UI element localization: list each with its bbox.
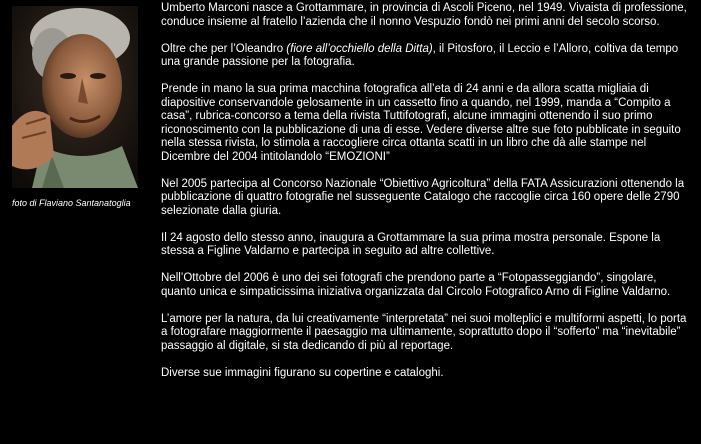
portrait-illustration (12, 6, 138, 188)
portrait-photo (12, 6, 138, 188)
bio-paragraph-3: Prende in mano la sua prima macchina fotografica all’eta di 24 anni e da allora scatta migliaia di diapositive conservandole gelosamente in un cassetto fino a quando, nel 1999, manda a “Compito a casa”, rubrica-concorso a tema della rivista Tuttifotografi, alcune immagini ottenendo il suo primo riconoscimento con la pubblicazione di una di esse. Vedere diverse altre sue foto pubblicate in seguito nella stessa rivista, lo stimola a raccogliere circa ottanta scatti in un libro che dà alle stampe nel Dicembre del 2004 intitolandolo “EMOZIONI” (161, 83, 681, 163)
bio-paragraph-4: Nel 2005 partecipa al Concorso Nazionale “Obiettivo Agricoltura” della FATA Assicurazioni ottenendo la pubblicazione di quattro fotografie nel susseguente Catalogo che raccoglie circa 160 opere delle 2790 selezionate dalla giuria. (161, 177, 685, 217)
bio-paragraph-8: Diverse sue immagini figurano su copertine e cataloghi. (161, 366, 444, 379)
bio-paragraph-2 (161, 43, 691, 70)
bio-paragraph-2-italic: (fiore all’occhiello della Ditta) (286, 42, 433, 55)
photo-column (12, 6, 138, 209)
photo-caption: foto di Flaviano Santanatoglia (12, 198, 131, 208)
bio-paragraph-2-end: , il Pitosforo, il Leccio e l’Alloro, coltiva da tempo una grande passione per la fotografia. (161, 42, 679, 68)
biography-text (161, 2, 691, 380)
bio-paragraph-7: L’amore per la natura, da lui creativamente “interpretata” nei suoi molteplici e multiformi aspetti, lo porta a fotografare maggiormente il paesaggio ma ultimamente, soprattutto dopo il “sofferto” ma “inevitabile” passaggio al digitale, si sta dedicando di più al reportage. (161, 312, 687, 352)
bio-paragraph-1: Umberto Marconi nasce a Grottammare, in provincia di Ascoli Piceno, nel 1949. Vivaista di professione, conduce insieme al fratello l’azienda che il nonno Vespuzio fondò nei primi anni del secolo scorso. (161, 2, 687, 28)
bio-paragraph-5: Il 24 agosto dello stesso anno, inaugura a Grottammare la sua prima mostra personale. Espone la stessa a Figline Valdarno e partecipa in seguito ad altre collettive. (161, 231, 661, 257)
bio-paragraph-6: Nell’Ottobre del 2006 è uno dei sei fotografi che prendono parte a “Fotopasseggiando”, singolare, quanto unica e simpaticissima iniziativa organizzata dal Circolo Fotografico Arno di Figline Valdarno. (161, 272, 671, 298)
bio-paragraph-2-start: Oltre che per l’Oleandro (161, 42, 287, 55)
